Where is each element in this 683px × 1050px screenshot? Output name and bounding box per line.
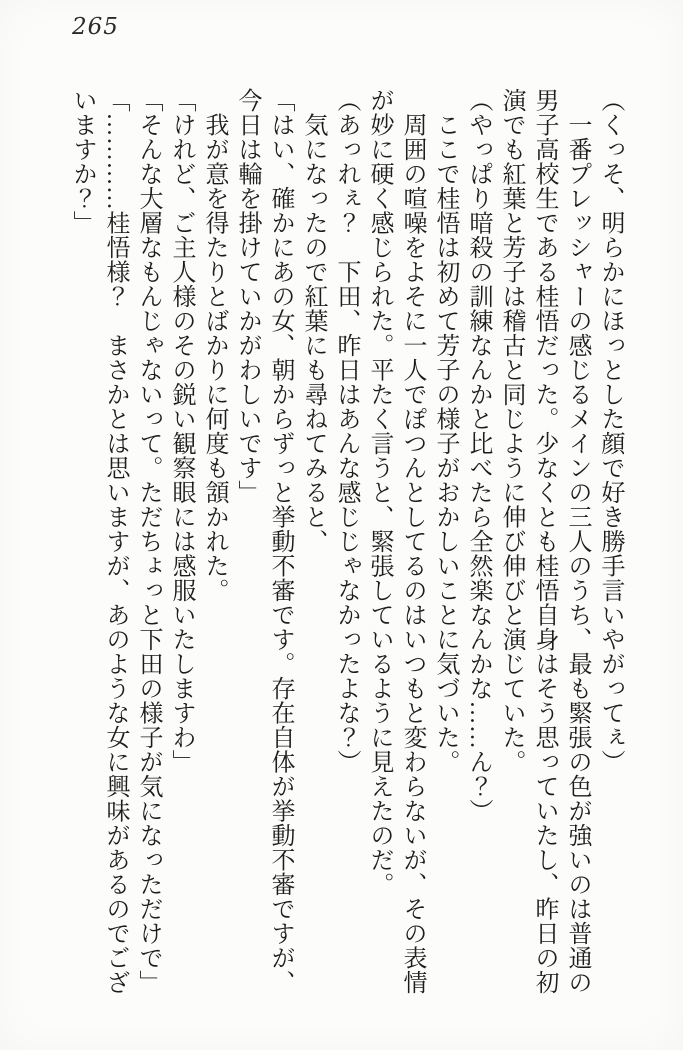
paragraph: （あっれぇ？ 下田、昨日はあんな感じじゃなかったよな？） bbox=[333, 88, 359, 774]
paragraph: 周囲の喧噪をよそに一人でぽつんとしてるのはいつもと変わらないが、その表情が妙に硬く感じられた。平たく言うと、緊張しているように見えたのだ。 bbox=[366, 88, 425, 995]
paragraph: ここで桂悟は初めて芳子の様子がおかしいことに気づいた。 bbox=[432, 88, 458, 774]
body-text bbox=[65, 88, 626, 1012]
paragraph: 「そんな大層なもんじゃないって。ただちょっと下田の様子が気になっただけで」 bbox=[135, 88, 161, 995]
paragraph: 「けれど、ご主人様のその鋭い観察眼には感服いたしますわ」 bbox=[168, 88, 194, 774]
paragraph: 一番プレッシャーの感じるメインの三人のうち、最も緊張の色が強いのは普通の男子高校生である桂悟だった。少なくとも桂悟自身はそう思っていたし、昨日の初演でも紅葉と芳子は稽古と同じように伸び伸びと演じていた。 bbox=[498, 88, 590, 995]
paragraph: 「…………桂悟様？ まさかとは思いますが、あのような女に興味があるのでございますか？」 bbox=[69, 88, 128, 995]
page-number: 265 bbox=[72, 14, 119, 40]
paragraph: 我が意を得たりとばかりに何度も頷かれた。 bbox=[201, 88, 227, 603]
paragraph: 気になったので紅葉にも尋ねてみると、 bbox=[300, 88, 326, 554]
paragraph: 「はい、確かにあの女、朝からずっと挙動不審です。存在自体が挙動不審ですが、今日は輪を掛けていかがわしいです」 bbox=[234, 88, 293, 995]
paragraph: （くっそ、明らかにほっとした顔で好き勝手言いやがってぇ） bbox=[597, 88, 623, 774]
paragraph: （やっぱり暗殺の訓練なんかと比べたら全然楽なんかな……ん？） bbox=[465, 88, 491, 823]
